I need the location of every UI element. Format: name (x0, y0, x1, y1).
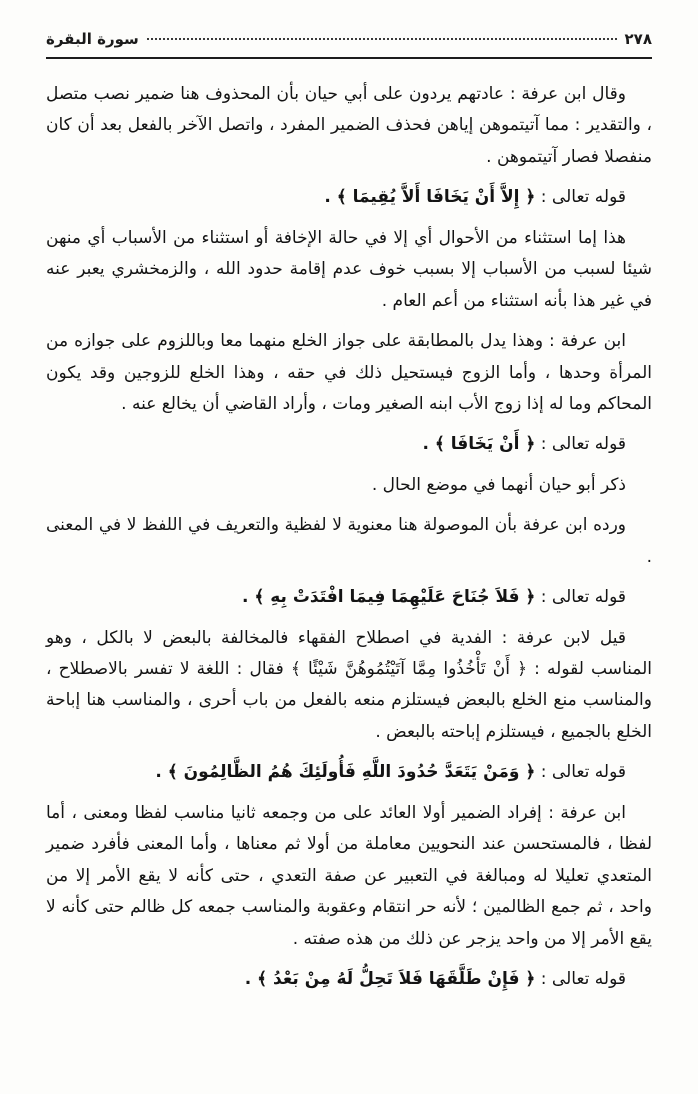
paragraph: وقال ابن عرفة : عادتهم يردون على أبي حيان بأن المحذوف هنا ضمير نصب متصل ، والتقدير : مما آتيتموهن إياهن فحذف الضمير المفرد ، واتصل الآخر بالفعل بعد أن كان منفصلا فصار آتيتموهن . (46, 84, 652, 167)
verse-intro: قوله تعالى : (540, 762, 626, 783)
paragraph: ورده ابن عرفة بأن الموصولة هنا معنوية لا لفظية والتعريف في اللفظ لا في المعنى . (46, 515, 652, 567)
verse-line (46, 757, 652, 788)
verse-line (46, 964, 652, 995)
page-number: ٢٧٨ (624, 30, 652, 48)
verse-intro: قوله تعالى : (540, 434, 626, 455)
paragraph: ابن عرفة : إفراد الضمير أولا العائد على من وجمعه ثانيا مناسب لفظا ومعنى ، أما لفظا ، فالمستحسن عند النحويين معاملة من أولا ثم معناها ، وأما المعنى فأفرد ضمير المتعدي تعليلا له ومبالغة في التعبير عن صفة التعدي ، حتى كأنه لا يقع الأمر إلا من واحد ، ثم جمع الظالمين ؛ لأنه حر انتقام وعقوبة والمناسب جمعه كل ظالم حتى كأنه لا يقع الأمر إلا من واحد يزجر عن ذلك من هذه صفته . (46, 802, 652, 949)
quran-quote: ﴿ إِلاَّ أَنْ يَخَافَا أَلاَّ يُقِيمَا ﴾ . (324, 187, 536, 208)
verse-intro: قوله تعالى : (540, 587, 626, 608)
dotted-divider (147, 37, 617, 40)
quran-quote: ﴿ فَلاَ جُنَاحَ عَلَيْهِمَا فِيمَا افْتَدَتْ بِهِ ﴾ . (241, 587, 536, 608)
paragraph: هذا إما استثناء من الأحوال أي إلا في حالة الإخافة أو استثناء من الأسباب أي منهن شيئا لسبب من الأسباب إلا بسبب خوف عدم إقامة حدود الله ، والزمخشري يعبر عنه في غير هذا بأنه استثناء من أعم العام . (46, 227, 652, 311)
quran-quote: ﴿ أَنْ يَخَافَا ﴾ . (422, 434, 536, 455)
verse-line (46, 429, 652, 460)
quran-quote: ﴿ فَإِنْ طَلَّقَهَا فَلاَ تَحِلُّ لَهُ مِنْ بَعْدُ ﴾ . (244, 968, 536, 989)
page-body (46, 79, 652, 995)
surah-title: سورة البقرة (46, 30, 139, 48)
paragraph: قيل لابن عرفة : الفدية في اصطلاح الفقهاء فالمخالفة بالبعض لا بالكل ، وهو المناسب لقوله : ﴿ أَنْ تَأْخُذُوا مِمَّا آتَيْتُمُوهُنَّ شَيْئًا ﴾ فقال : اللغة لا تفسر بالاصطلاح ، والمناسب منع الخلع بالبعض فيستلزم منعه بالفعل من باب أحرى ، والمناسب هنا إباحة الخلع بالجميع ، فيستلزم إباحته بالبعض . (46, 627, 652, 742)
paragraph: ابن عرفة : وهذا يدل بالمطابقة على جواز الخلع منهما معا وباللزوم على جوازه من المرأة وحدها ، وأما الزوج فيستحيل ذلك في حقه ، وهذا الخلع للزوجين وقد يكون المحاكم وما له إذا زوج الأب ابنه الصغير ومات ، وأراد القاضي أن يخالع عنه . (46, 331, 652, 414)
quran-quote: ﴿ وَمَنْ يَتَعَدَّ حُدُودَ اللَّهِ فَأُولَئِكَ هُمُ الظَّالِمُونَ ﴾ . (155, 762, 536, 783)
header-rule (46, 57, 652, 59)
verse-intro: قوله تعالى : (540, 968, 626, 989)
paragraph: ذكر أبو حيان أنهما في موضع الحال . (371, 474, 626, 495)
page-header (46, 30, 652, 48)
verse-intro: قوله تعالى : (540, 187, 626, 208)
verse-line (46, 582, 652, 613)
verse-line (46, 182, 652, 213)
